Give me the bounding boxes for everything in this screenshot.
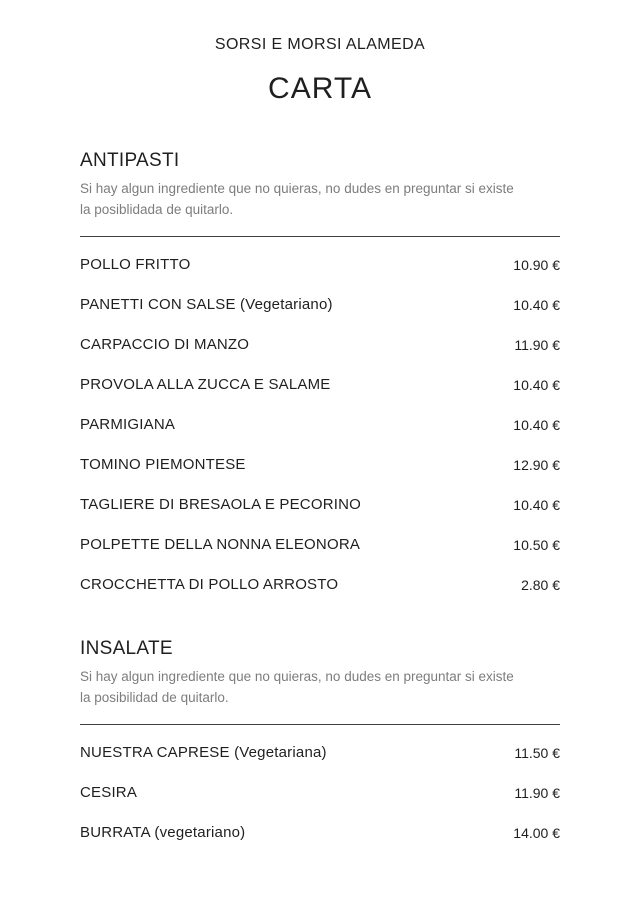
section-title: ANTIPASTI [80, 150, 180, 171]
item-name: PANETTI CON SALSE (Vegetariano) [80, 296, 333, 314]
item-name: TOMINO PIEMONTESE [80, 456, 246, 474]
section-description: Si hay algun ingrediente que no quieras, no dudes en preguntar si existe la posiblidada de quitarlo. [80, 181, 514, 217]
restaurant-name: SORSI E MORSI ALAMEDA [214, 36, 426, 53]
section-title: INSALATE [80, 637, 173, 659]
item-price: 14.00 € [513, 824, 560, 841]
item-name: POLPETTE DELLA NONNA ELEONORA [80, 536, 361, 554]
item-name: PROVOLA ALLA ZUCCA E SALAME [80, 376, 331, 394]
item-name: BURRATA (vegetariano) [80, 824, 246, 842]
item-name: CESIRA [80, 784, 138, 802]
item-price: 10.40 € [513, 376, 560, 393]
menu-section [80, 150, 560, 605]
menu-sections [80, 150, 560, 853]
menu-item [80, 485, 560, 525]
section-description: Si hay algun ingrediente que no quieras, no dudes en preguntar si existe la posibilidad de quitarlo. [80, 668, 514, 705]
item-name: CROCCHETTA DI POLLO ARROSTO [80, 576, 339, 594]
item-price: 10.40 € [513, 496, 560, 513]
menu-item [80, 245, 560, 285]
item-name: NUESTRA CAPRESE (Vegetariana) [80, 744, 327, 762]
item-name: TAGLIERE DI BRESAOLA E PECORINO [80, 496, 361, 514]
page-title: CARTA [268, 72, 372, 105]
menu-item [80, 365, 560, 405]
item-list [80, 733, 560, 853]
section-divider [80, 236, 560, 237]
item-name: POLLO FRITTO [80, 256, 191, 274]
item-price: 11.90 € [514, 784, 560, 801]
menu-item [80, 733, 560, 773]
item-list [80, 245, 560, 605]
menu-header [80, 36, 560, 106]
menu-item [80, 405, 560, 445]
item-price: 12.90 € [513, 456, 560, 473]
menu-item [80, 285, 560, 325]
item-price: 10.40 € [513, 296, 560, 313]
menu-item [80, 525, 560, 565]
menu-item [80, 445, 560, 485]
item-name: CARPACCIO DI MANZO [80, 336, 250, 354]
menu-item [80, 325, 560, 365]
item-name: PARMIGIANA [80, 416, 176, 434]
item-price: 2.80 € [521, 576, 560, 593]
item-price: 10.90 € [513, 256, 560, 273]
menu-item [80, 565, 560, 605]
item-price: 10.50 € [513, 536, 560, 553]
item-price: 10.40 € [513, 416, 560, 433]
menu-section [80, 638, 560, 853]
menu-item [80, 813, 560, 853]
menu-item [80, 773, 560, 813]
item-price: 11.50 € [514, 744, 560, 761]
item-price: 11.90 € [514, 336, 560, 353]
section-divider [80, 724, 560, 725]
